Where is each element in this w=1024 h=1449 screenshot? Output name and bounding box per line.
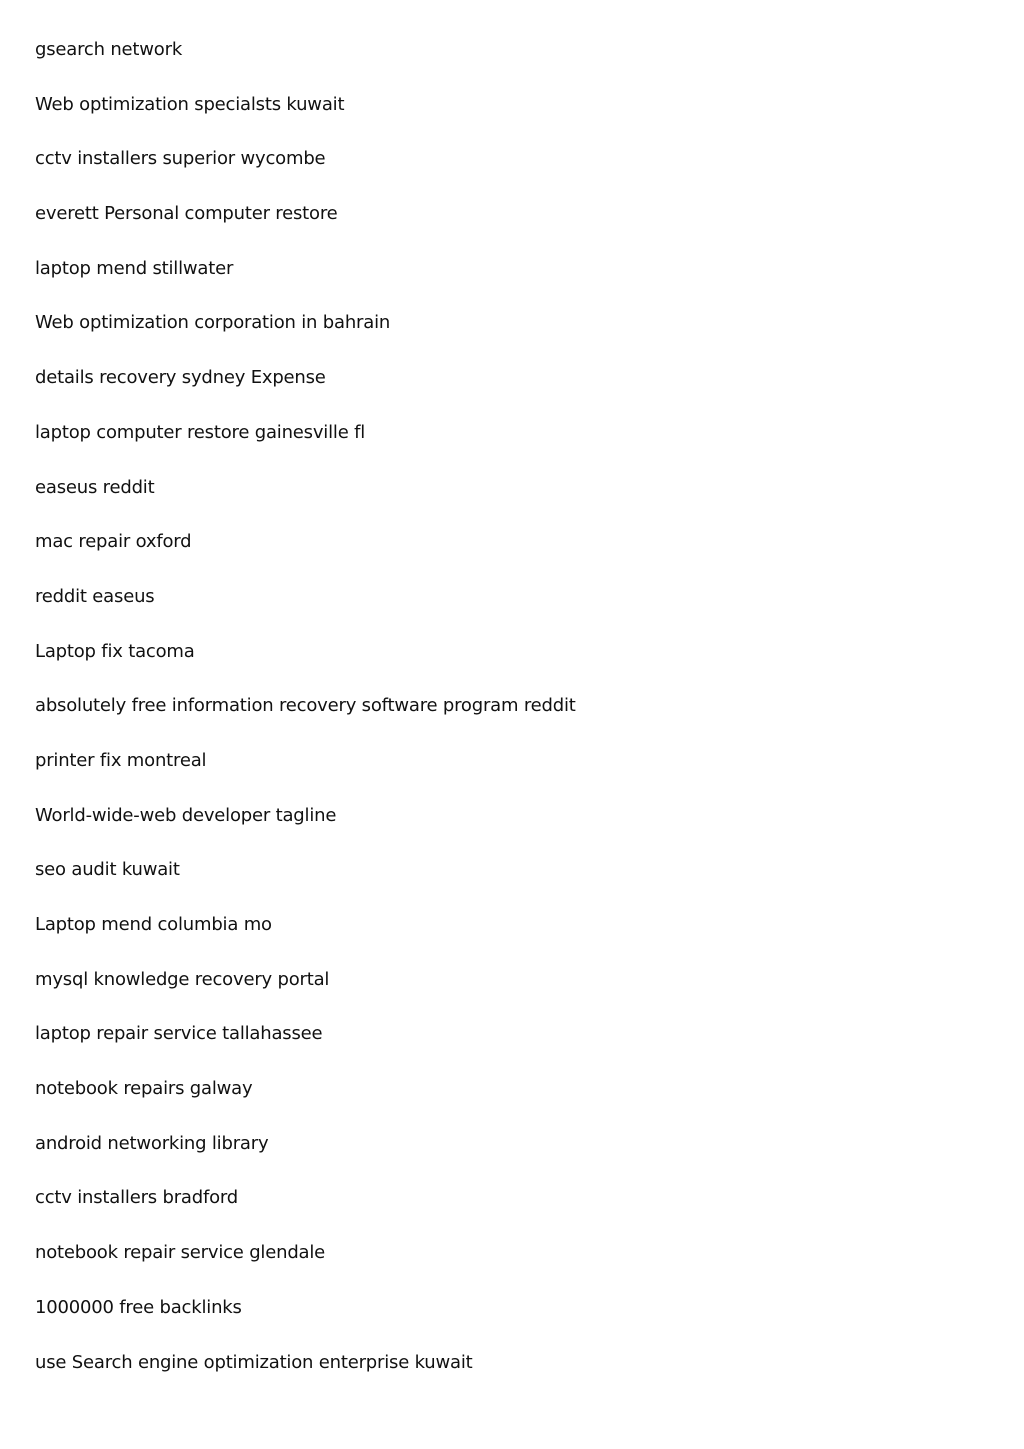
list-item: easeus reddit: [35, 476, 155, 498]
list-item: laptop repair service tallahassee: [35, 1023, 323, 1045]
list-item: reddit easeus: [35, 585, 155, 607]
list-item: notebook repair service glendale: [35, 1242, 326, 1264]
list-item: Laptop fix tacoma: [35, 640, 195, 662]
list-item: cctv installers bradford: [35, 1187, 239, 1209]
list-item: cctv installers superior wycombe: [35, 148, 326, 170]
list-item: Web optimization specialsts kuwait: [35, 93, 345, 115]
text-list: [35, 36, 576, 1403]
list-item: mysql knowledge recovery portal: [35, 968, 330, 990]
list-item: laptop computer restore gainesville fl: [35, 421, 366, 443]
list-item: Laptop mend columbia mo: [35, 914, 272, 935]
list-item: Web optimization corporation in bahrain: [35, 312, 391, 334]
list-item: World-wide-web developer tagline: [35, 804, 337, 826]
list-item: everett Personal computer restore: [35, 203, 338, 225]
list-item: laptop mend stillwater: [35, 257, 234, 279]
list-item: android networking library: [35, 1132, 269, 1154]
list-item: notebook repairs galway: [35, 1078, 253, 1100]
list-item: absolutely free information recovery software program reddit: [35, 695, 576, 717]
list-item: gsearch network: [35, 39, 183, 60]
list-item: 1000000 free backlinks: [35, 1296, 242, 1318]
list-item: printer fix montreal: [35, 749, 207, 771]
list-item: use Search engine optimization enterprise kuwait: [35, 1351, 473, 1373]
list-item: details recovery sydney Expense: [35, 367, 326, 389]
list-item: seo audit kuwait: [35, 859, 180, 881]
list-item: mac repair oxford: [35, 531, 192, 553]
